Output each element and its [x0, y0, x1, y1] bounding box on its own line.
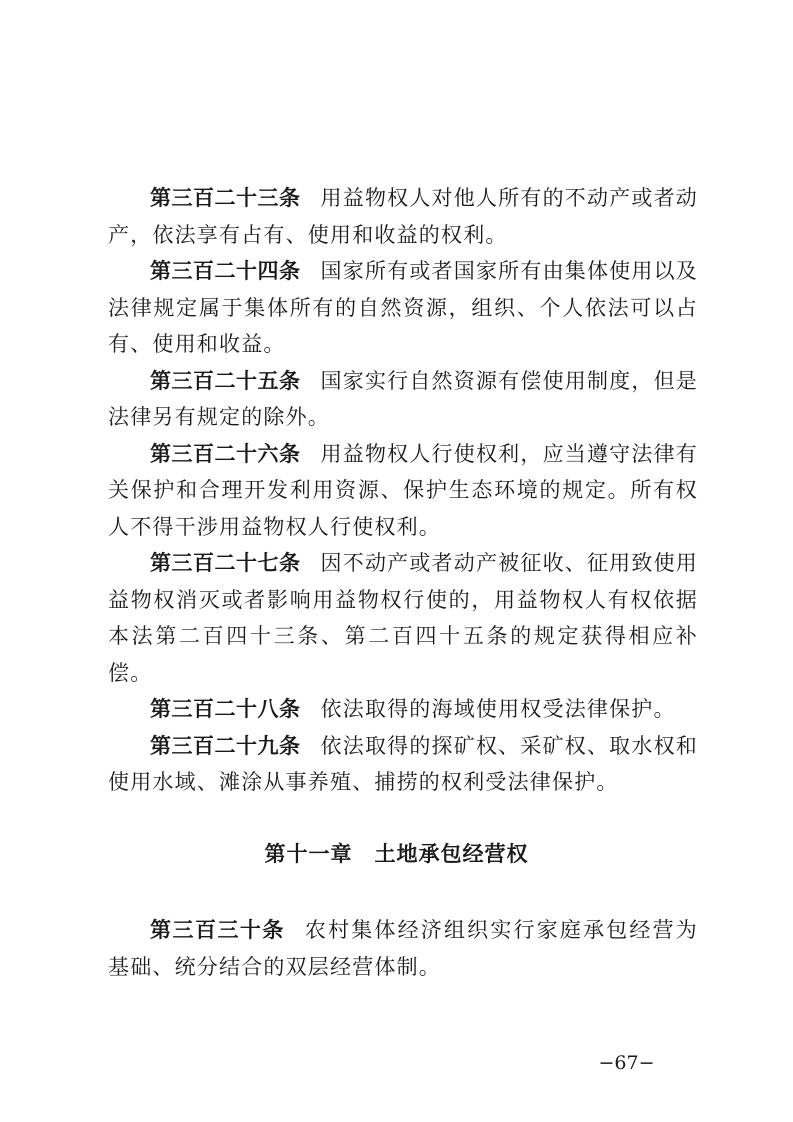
article-text: 因不动产或者动产被征收、征用致使用益物权消灭或者影响用益物权行使的，用益物权人有权依据本法第二百四十三条、第二百四十五条的规定获得相应补偿。 — [108, 551, 698, 685]
page-number — [0, 1052, 793, 1074]
article-text: 农村集体经济组织实行家庭承包经营为基础、统分结合的双层经营体制。 — [108, 918, 698, 979]
chapter-article-list — [108, 912, 698, 985]
article-number: 第三百二十九条 — [150, 733, 301, 758]
article-number: 第三百二十七条 — [150, 551, 301, 575]
article-text: 国家实行自然资源有偿使用制度，但是法律另有规定的除外。 — [108, 368, 698, 429]
article-326 — [108, 436, 698, 546]
page-number-text: −67− — [598, 1052, 655, 1074]
article-text: 依法取得的海域使用权受法律保护。 — [320, 697, 676, 721]
article-list — [108, 180, 698, 801]
article-325 — [108, 363, 698, 436]
chapter-title: 土地承包经营权 — [374, 842, 529, 866]
article-330 — [108, 912, 698, 985]
article-328 — [108, 691, 698, 728]
article-324 — [108, 253, 698, 363]
article-text: 用益物权人行使权利，应当遵守法律有关保护和合理开发利用资源、保护生态环境的规定。所有权人不得干涉用益物权人行使权利。 — [108, 441, 698, 539]
chapter-number: 第十一章 — [264, 842, 353, 866]
article-number: 第三百二十四条 — [150, 259, 301, 283]
article-text: 用益物权人对他人所有的不动产或者动产，依法享有占有、使用和收益的权利。 — [108, 186, 698, 247]
article-number: 第三百三十条 — [150, 918, 285, 942]
article-number: 第三百二十六条 — [150, 441, 301, 466]
article-text: 依法取得的探矿权、采矿权、取水权和使用水域、滩涂从事养殖、捕捞的权利受法律保护。 — [108, 733, 698, 794]
article-329 — [108, 728, 698, 801]
article-323 — [108, 180, 698, 253]
chapter-heading — [0, 838, 793, 868]
article-327 — [108, 545, 698, 691]
article-number: 第三百二十八条 — [150, 697, 301, 721]
article-number: 第三百二十三条 — [150, 186, 301, 210]
article-number: 第三百二十五条 — [150, 368, 301, 393]
article-text: 国家所有或者国家所有由集体使用以及法律规定属于集体所有的自然资源，组织、个人依法可以占有、使用和收益。 — [108, 259, 698, 356]
